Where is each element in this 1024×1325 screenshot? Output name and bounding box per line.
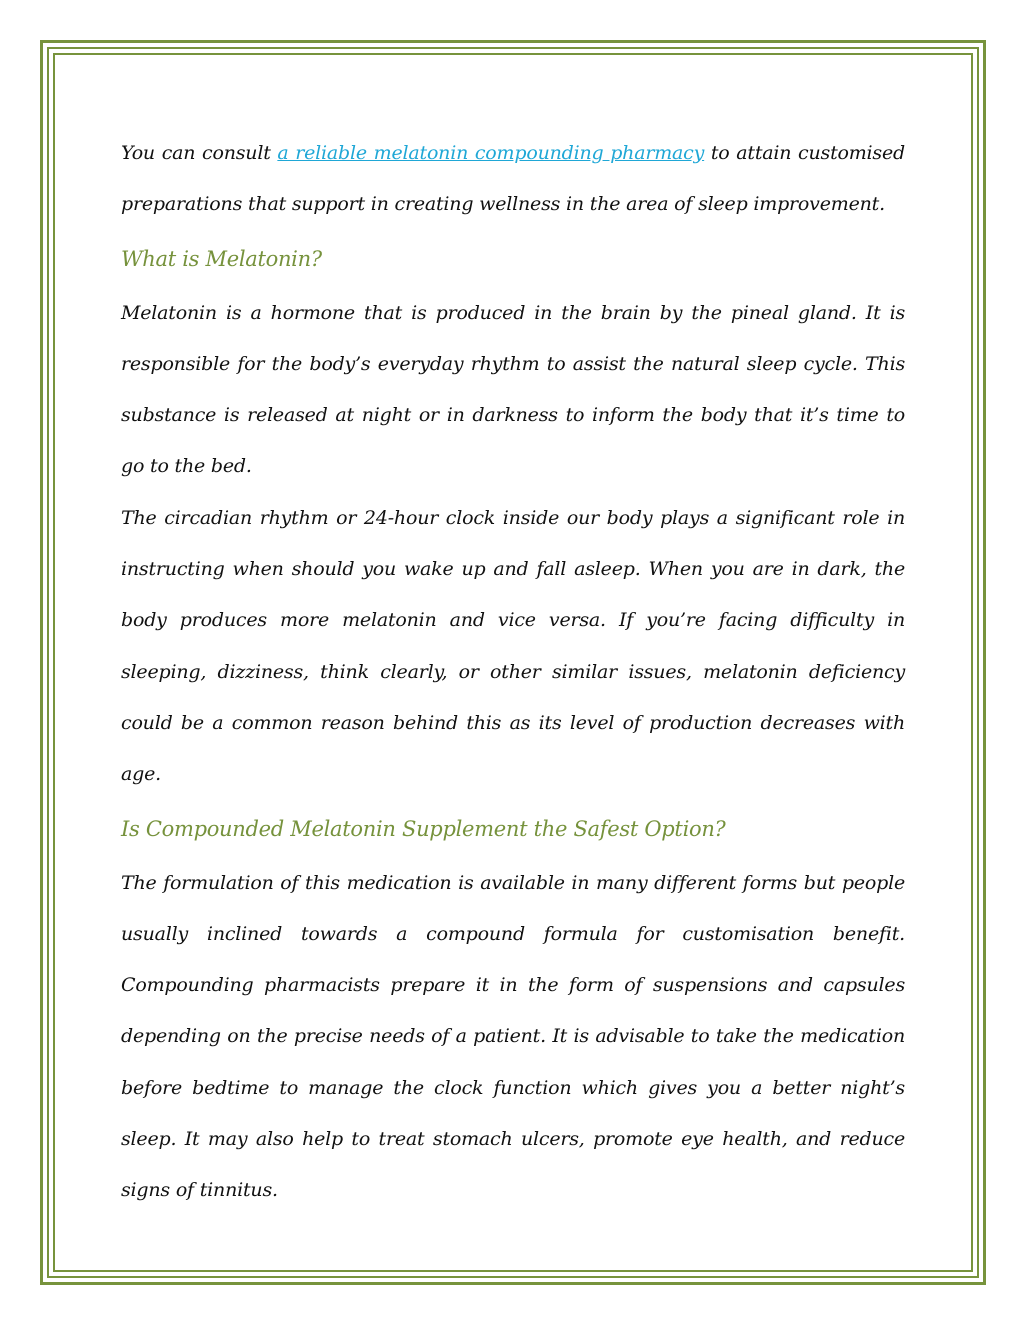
intro-text-after-link: to attain customised preparations that support in creating wellness in the area of sleep improvement. — [121, 142, 905, 216]
section-heading-what-is-melatonin: What is Melatonin? — [121, 246, 322, 271]
melatonin-definition-paragraph: Melatonin is a hormone that is produced in the brain by the pineal gland. It is responsible for the body’s everyday rhythm to assist the natural sleep cycle. This substance is released at night or in darkness to inform the body that it’s time to go to the bed. — [121, 301, 905, 478]
section-heading-compounded-melatonin: Is Compounded Melatonin Supplement the Safest Option? — [121, 816, 726, 841]
circadian-rhythm-paragraph: The circadian rhythm or 24-hour clock inside our body plays a significant role in instructing when should you wake up and fall asleep. When you are in dark, the body produces more melatonin and vice versa. If you’re facing difficulty in sleeping, dizziness, think clearly, or other similar issues, melatonin deficiency could be a common reason behind this as its level of production decreases with age. — [121, 506, 905, 786]
intro-text-before-link: You can consult — [121, 142, 278, 164]
intro-paragraph — [121, 128, 905, 231]
pharmacy-link[interactable]: a reliable melatonin compounding pharmacy — [277, 142, 705, 164]
document-body — [121, 128, 905, 1217]
formulation-paragraph: The formulation of this medication is available in many different forms but people usually inclined towards a compound formula for customisation benefit. Compounding pharmacists prepare it in the form of suspensions and capsules depending on the precise needs of a patient. It is advisable to take the medication before bedtime to manage the clock function which gives you a better night’s sleep. It may also help to treat stomach ulcers, promote eye health, and reduce signs of tinnitus. — [121, 871, 905, 1202]
